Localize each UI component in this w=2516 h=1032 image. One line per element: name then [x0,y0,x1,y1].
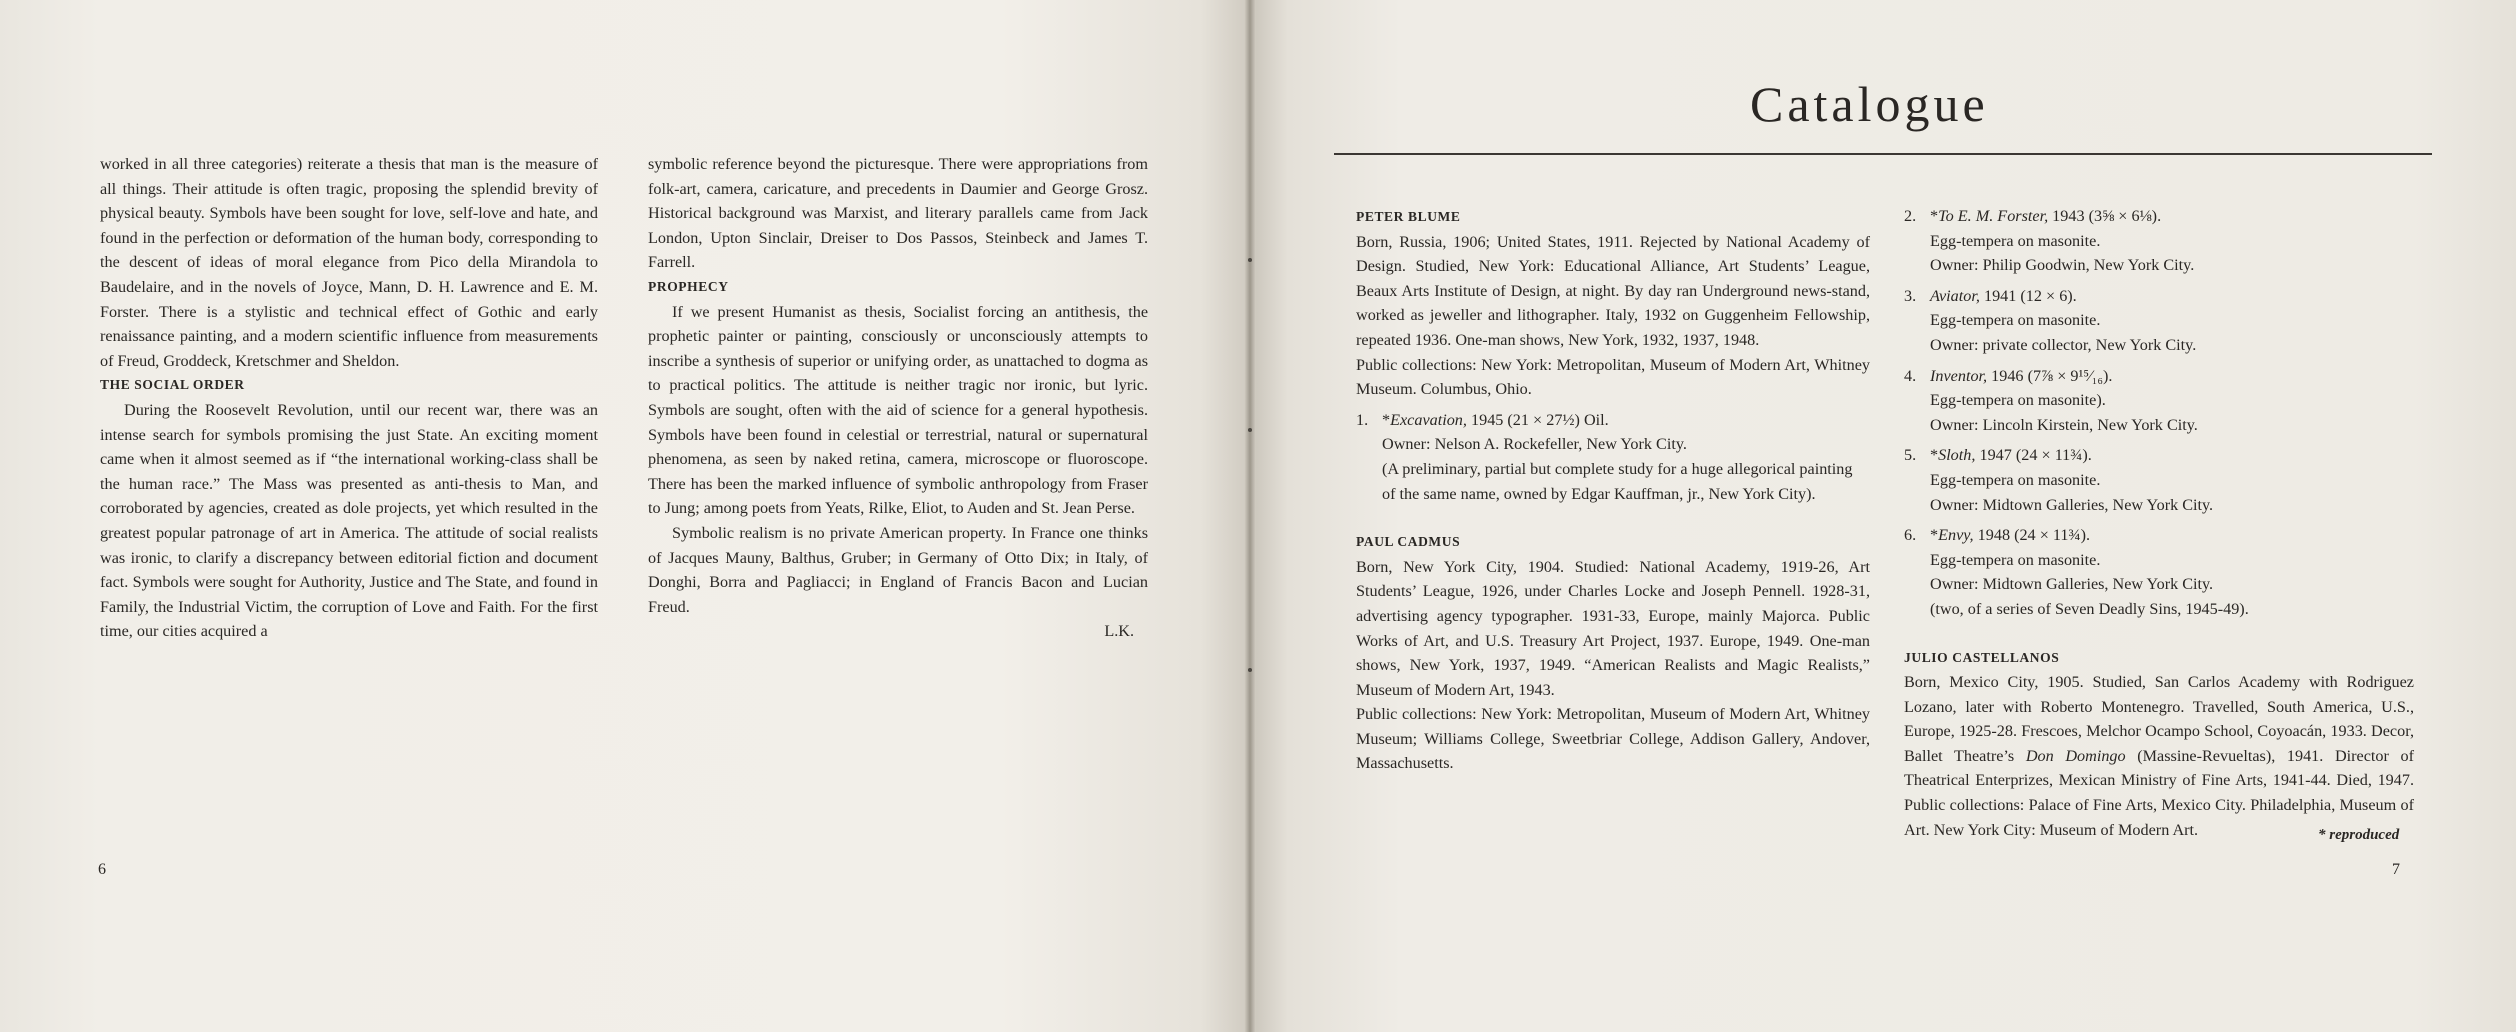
reproduced-star: * [1930,446,1939,465]
entry-number: 5. [1904,446,1917,465]
entry-number: 3. [1904,286,1917,305]
work-title: Excavation, [1390,410,1467,429]
work-medium: Egg-tempera on masonite. [1930,470,2101,489]
works-list [1904,204,2414,622]
reproduced-note: * reproduced [2318,827,2400,843]
left-column-2 [648,152,1148,644]
work-title: Envy, [1938,526,1974,545]
entry-number: 1. [1356,410,1369,429]
work-title: To E. M. Forster, [1938,207,2049,225]
artist-name-cadmus: PAUL CADMUS [1356,534,1461,550]
work-dimensions: 1943 (3⅝ × 6⅛). [2052,207,2162,225]
catalogue-entry [1904,204,2414,278]
work-dimensions: 1947 (24 × 11¾). [1979,446,2092,465]
binding-mark [1248,428,1252,432]
bio-text: (Massine-Revueltas), 1941. Director of Theatrical Enterprizes, Mexican Ministry of Fine Arts, 1941-44. Died, 1947. Public collections: Palace of Fine Arts, Mexico City. Philadelphia, Museum of Art. New York City: Museum of Modern Art. [1904,746,2415,839]
work-owner: Owner: Philip Goodwin, New York City. [1930,256,2195,275]
book-gutter [1244,0,1256,1032]
catalogue-column-2 [1904,198,2414,842]
work-medium: Egg-tempera on masonite. [1930,231,2101,250]
entry-number: 6. [1904,526,1917,545]
left-column-1 [100,152,598,644]
bio-text: Born, Mexico City, 1905. Studied, San Carlos Academy with Rodriguez Lozano, later with Roberto Montenegro. Travelled, South America, U.S., Europe, 1925-28. Frescoes, Melchor Ocampo School, Coyoacán, 1933. Decor, Ballet Theatre’s [1904,673,2414,765]
title-rule [1334,153,2432,155]
essay-paragraph: If we present Humanist as thesis, Socialist forcing an antithesis, the prophetic painter or painting, consciously or unconsciously attempts to inscribe a synthesis of superior or unifying order, as unattached to dogma as to practical politics. The attitude is neither tragic nor ironic, but lyric. Symbols are sought, often with the aid of science for a general hypothesis. Symbols have been found in celestial or terrestrial, natural or supernatural phenomena, as seen by naked retina, camera, microscope or fluoroscope. There has been the marked influence of symbolic anthropology from Fraser to Jung; among poets from Yeats, Rilke, Eliot, to Auden and St. Jean Perse. [648,302,1148,518]
catalogue-entry [1904,443,2414,517]
page-number-right: 7 [2392,861,2400,878]
work-medium: Egg-tempera on masonite. [1930,550,2101,569]
artist-bio [1904,670,2414,842]
section-heading-prophecy: PROPHECY [648,278,729,294]
work-owner: Owner: Lincoln Kirstein, New York City. [1930,415,2198,434]
work-medium: Egg-tempera on masonite. [1930,311,2101,330]
public-collections: Public collections: New York: Metropolitan, Museum of Modern Art, Whitney Museum; Williams College, Sweetbriar College, Addison Gallery, Andover, Massachusetts. [1356,705,1870,773]
work-dimensions: 1945 (21 × 27½) Oil. [1471,410,1609,429]
essay-paragraph: During the Roosevelt Revolution, until our recent war, there was an intense search for symbols promising the just State. An exciting moment came when it almost seemed as if “the international working-class shall be the human race.” The Mass was presented as anti-thesis to Man, and corroborated by agencies, created as dole projects, yet which resulted in the greatest popular patronage of art in America. The attitude of social realists was ironic, to clarify a discrepancy between editorial fiction and document fact. Symbols were sought for Authority, Justice and The State, and found in Family, the Industrial Victim, the corruption of Love and Faith. For the first time, our cities acquired a [100,400,598,641]
author-initials: L.K. [1104,622,1134,641]
reproduced-star: * [1930,207,1939,225]
binding-mark [1248,668,1252,672]
work-owner: Owner: Midtown Galleries, New York City. [1930,495,2214,514]
work-title: Inventor, [1930,366,1988,385]
artist-bio: Born, New York City, 1904. Studied: National Academy, 1919-26, Art Students’ League, 1926, under Charles Locke and Joseph Pennell. 1928-31, advertising agency typographer. 1931-33, Europe, mainly Majorca. Public Works of Art, and U.S. Treasury Art Project, 1937. Europe, 1949. One-man shows, New York, 1937, 1949. “American Realists and Magic Realists,” Museum of Modern Art, 1943. [1356,557,1870,699]
work-series-note: (two, of a series of Seven Deadly Sins, 1945-49). [1930,599,2249,618]
work-note: (A preliminary, partial but complete study for a huge allegorical painting of the same name, owned by Edgar Kauffman, jr., New York City). [1382,459,1853,503]
artist-name-blume: PETER BLUME [1356,209,1461,224]
public-collections: Public collections: New York: Metropolitan, Museum of Modern Art, Whitney Museum. Columbus, Ohio. [1356,355,1870,399]
catalogue-entry [1904,284,2414,358]
artist-name-castellanos: JULIO CASTELLANOS [1904,649,2060,665]
catalogue-entry [1904,523,2414,621]
page-number-left: 6 [98,861,106,878]
artist-bio: Born, Russia, 1906; United States, 1911. Rejected by National Academy of Design. Studied, New York: Educational Alliance, Art Students’ League, Beaux Arts Institute of Design, at night. By day ran Underground news-stand, worked as jeweller and lithographer. Italy, 1932 on Guggenheim Fellowship, repeated 1936. One-man shows, New York, 1932, 1937, 1948. [1356,232,1870,349]
binding-mark [1248,258,1252,262]
entry-number: 2. [1904,207,1917,225]
work-dimensions: 1946 (7⅞ × 9¹⁵⁄₁₆). [1991,366,2113,385]
ballet-title: Don Domingo [2025,746,2126,765]
catalogue-entry [1356,408,1870,506]
catalogue-column-1 [1356,205,1870,776]
work-dimensions: 1948 (24 × 11¾). [1977,526,2091,545]
reproduced-star: * [1382,410,1391,429]
reproduced-star: * [1930,526,1939,545]
work-owner: Owner: Midtown Galleries, New York City. [1930,575,2214,594]
essay-paragraph: symbolic reference beyond the picturesque. There were appropriations from folk-art, camera, caricature, and precedents in Daumier and George Grosz. Historical background was Marxist, and literary parallels came from Jack London, Upton Sinclair, Dreiser to Dos Passos, Steinbeck and James T. Farrell. [648,155,1148,272]
work-owner: Owner: Nelson A. Rockefeller, New York City. [1382,435,1687,454]
section-heading-social-order: THE SOCIAL ORDER [100,377,245,393]
essay-paragraph: worked in all three categories) reiterate a thesis that man is the measure of all things. Their attitude is often tragic, proposing the splendid brevity of physical beauty. Symbols have been sought for love, self-love and hate, and found in the perfection or deformation of the human body, corresponding to the descent of ideas of moral elegance from Pico della Mirandola to Baudelaire, and in the novels of Joyce, Mann, D. H. Lawrence and E. M. Forster. There is a stylistic and technical effect of Gothic and early renaissance painting, and a modern scientific influence from measurements of Freud, Groddeck, Kretschmer and Sheldon. [100,155,598,370]
catalogue-entry [1904,364,2414,438]
essay-paragraph: Symbolic realism is no private American property. In France one thinks of Jacques Mauny, Balthus, Gruber; in Germany of Otto Dix; in Italy, of Donghi, Borra and Pagliacci; in England of Francis Bacon and Lucian Freud. [648,523,1148,616]
entry-number: 4. [1904,366,1917,385]
catalogue-title: Catalogue [1750,76,1989,132]
work-title: Sloth, [1938,446,1976,465]
work-medium: Egg-tempera on masonite). [1930,391,2106,410]
work-title: Aviator, [1930,286,1980,305]
work-dimensions: 1941 (12 × 6). [1983,286,2077,305]
work-owner: Owner: private collector, New York City. [1930,335,2197,354]
left-page [0,0,1250,1032]
